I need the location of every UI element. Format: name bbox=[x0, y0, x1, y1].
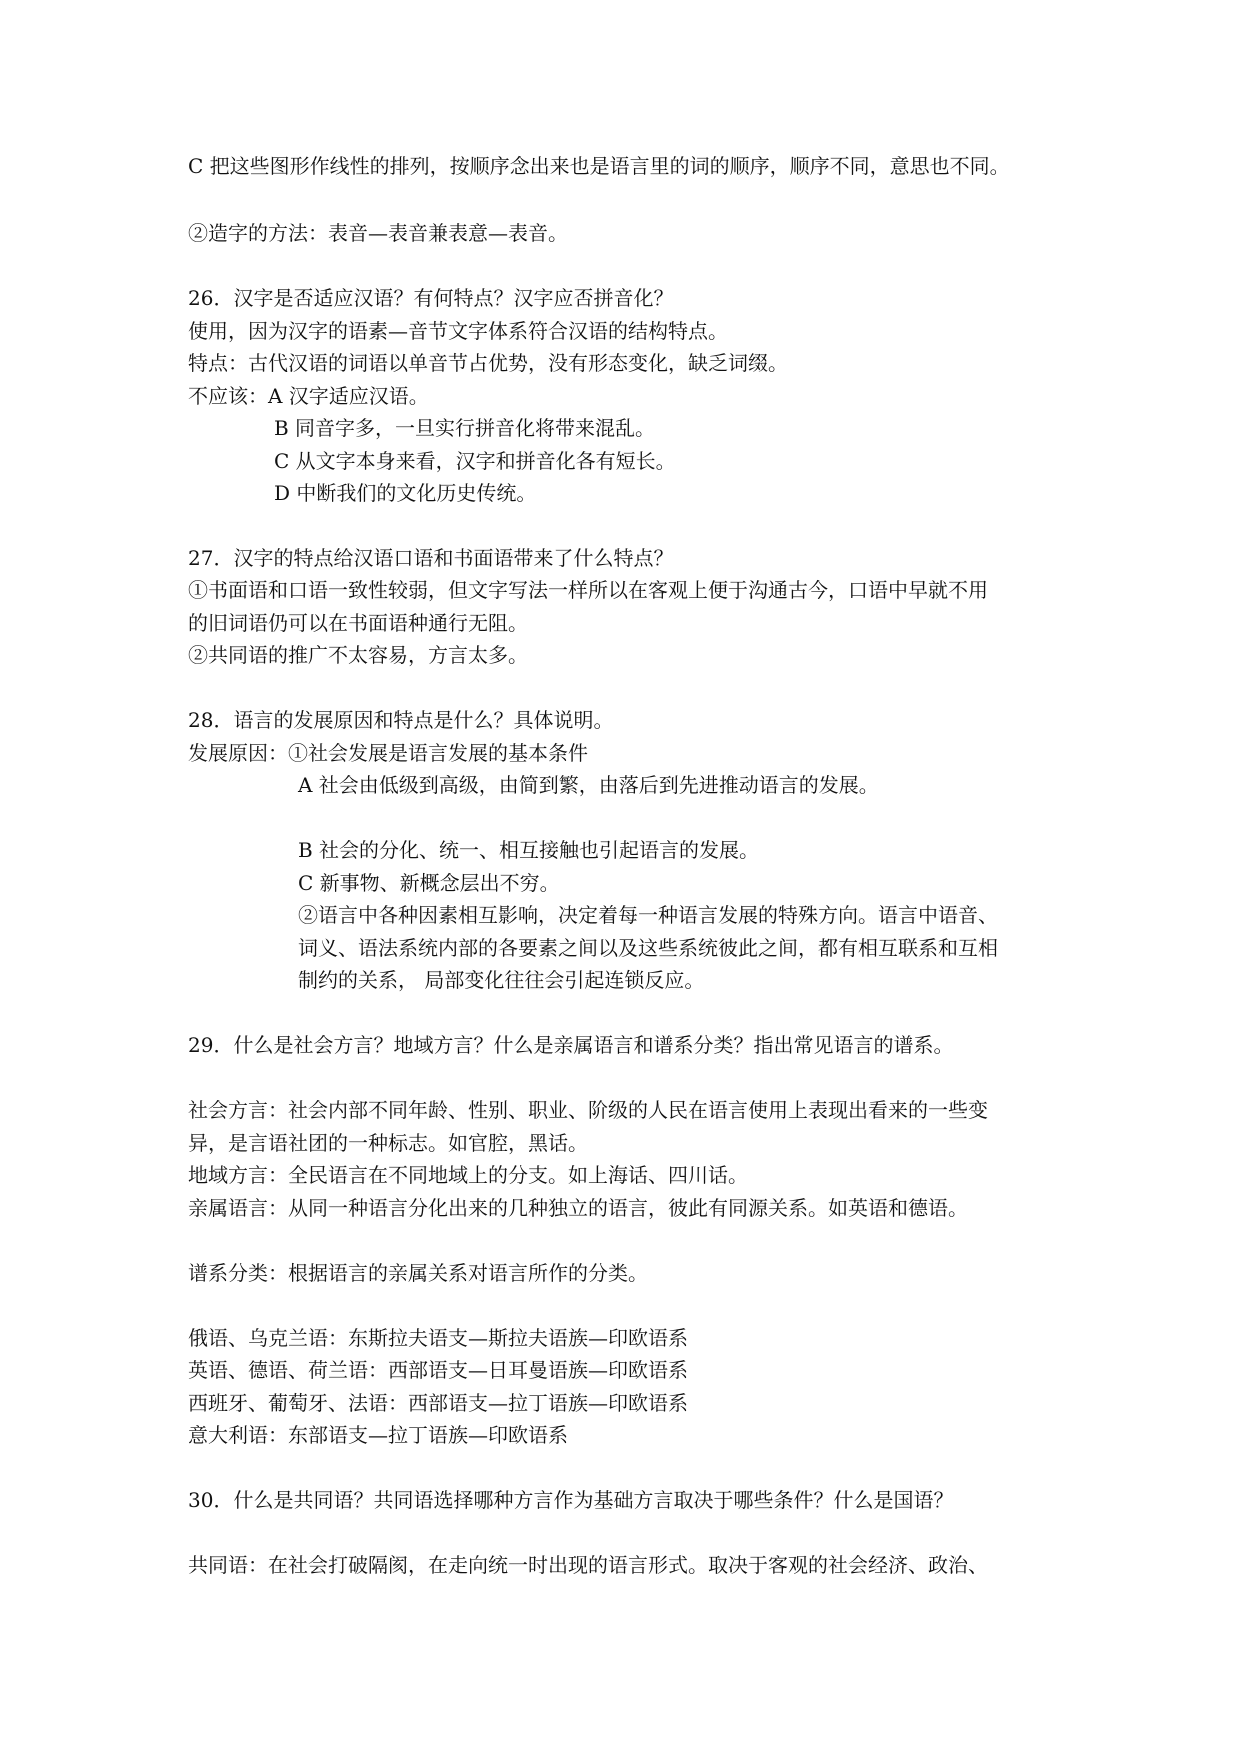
text-line: 谱系分类：根据语言的亲属关系对语言所作的分类。 bbox=[188, 1261, 648, 1285]
text-line: 社会方言：社会内部不同年龄、性别、职业、阶级的人民在语言使用上表现出看来的一些变 bbox=[188, 1098, 988, 1122]
text-line: 使用，因为汉字的语素—音节文字体系符合汉语的结构特点。 bbox=[188, 319, 728, 343]
text-line: 制约的关系， 局部变化往往会引起连锁反应。 bbox=[298, 968, 705, 992]
question-heading: 26．汉字是否适应汉语？有何特点？汉字应否拼音化？ bbox=[188, 286, 674, 310]
text-line: C 把这些图形作线性的排列，按顺序念出来也是语言里的词的顺序，顺序不同，意思也不同。 bbox=[188, 154, 1010, 178]
text-line: 共同语：在社会打破隔阂，在走向统一时出现的语言形式。取决于客观的社会经济、政治、 bbox=[188, 1553, 988, 1577]
question-heading: 29．什么是社会方言？地域方言？什么是亲属语言和谱系分类？指出常见语言的谱系。 bbox=[188, 1033, 954, 1057]
text-line: ①书面语和口语一致性较弱，但文字写法一样所以在客观上便于沟通古今，口语中早就不用 bbox=[188, 578, 988, 602]
text-line: 不应该：A 汉字适应汉语。 bbox=[188, 384, 429, 408]
question-heading: 27．汉字的特点给汉语口语和书面语带来了什么特点？ bbox=[188, 546, 674, 570]
text-line: 俄语、乌克兰语：东斯拉夫语支—斯拉夫语族—印欧语系 bbox=[188, 1326, 688, 1350]
text-line: 的旧词语仍可以在书面语种通行无阻。 bbox=[188, 611, 528, 635]
text-line: 地域方言：全民语言在不同地域上的分支。如上海话、四川话。 bbox=[188, 1163, 748, 1187]
text-line: C 新事物、新概念层出不穷。 bbox=[298, 871, 560, 895]
text-line: A 社会由低级到高级，由简到繁，由落后到先进推动语言的发展。 bbox=[298, 773, 879, 797]
text-line: ②语言中各种因素相互影响，决定着每一种语言发展的特殊方向。语言中语音、 bbox=[298, 903, 998, 927]
text-line: C 从文字本身来看，汉字和拼音化各有短长。 bbox=[274, 449, 676, 473]
text-line: 词义、语法系统内部的各要素之间以及这些系统彼此之间，都有相互联系和互相 bbox=[298, 936, 998, 960]
text-line: 发展原因：①社会发展是语言发展的基本条件 bbox=[188, 741, 588, 765]
text-line: B 社会的分化、统一、相互接触也引起语言的发展。 bbox=[298, 838, 760, 862]
text-line: D 中断我们的文化历史传统。 bbox=[274, 481, 537, 505]
text-line: 异，是言语社团的一种标志。如官腔，黑话。 bbox=[188, 1131, 588, 1155]
text-line: 西班牙、葡萄牙、法语：西部语支—拉丁语族—印欧语系 bbox=[188, 1391, 688, 1415]
text-line: 英语、德语、荷兰语：西部语支—日耳曼语族—印欧语系 bbox=[188, 1358, 688, 1382]
text-line: ②共同语的推广不太容易，方言太多。 bbox=[188, 643, 528, 667]
question-heading: 28．语言的发展原因和特点是什么？具体说明。 bbox=[188, 708, 614, 732]
text-line: 意大利语：东部语支—拉丁语族—印欧语系 bbox=[188, 1423, 568, 1447]
text-line: 亲属语言：从同一种语言分化出来的几种独立的语言，彼此有同源关系。如英语和德语。 bbox=[188, 1196, 968, 1220]
text-line: B 同音字多，一旦实行拼音化将带来混乱。 bbox=[274, 416, 656, 440]
text-line: 特点：古代汉语的词语以单音节占优势，没有形态变化，缺乏词缀。 bbox=[188, 351, 788, 375]
text-line: ②造字的方法：表音—表音兼表意—表音。 bbox=[188, 221, 568, 245]
question-heading: 30．什么是共同语？共同语选择哪种方言作为基础方言取决于哪些条件？什么是国语？ bbox=[188, 1488, 954, 1512]
